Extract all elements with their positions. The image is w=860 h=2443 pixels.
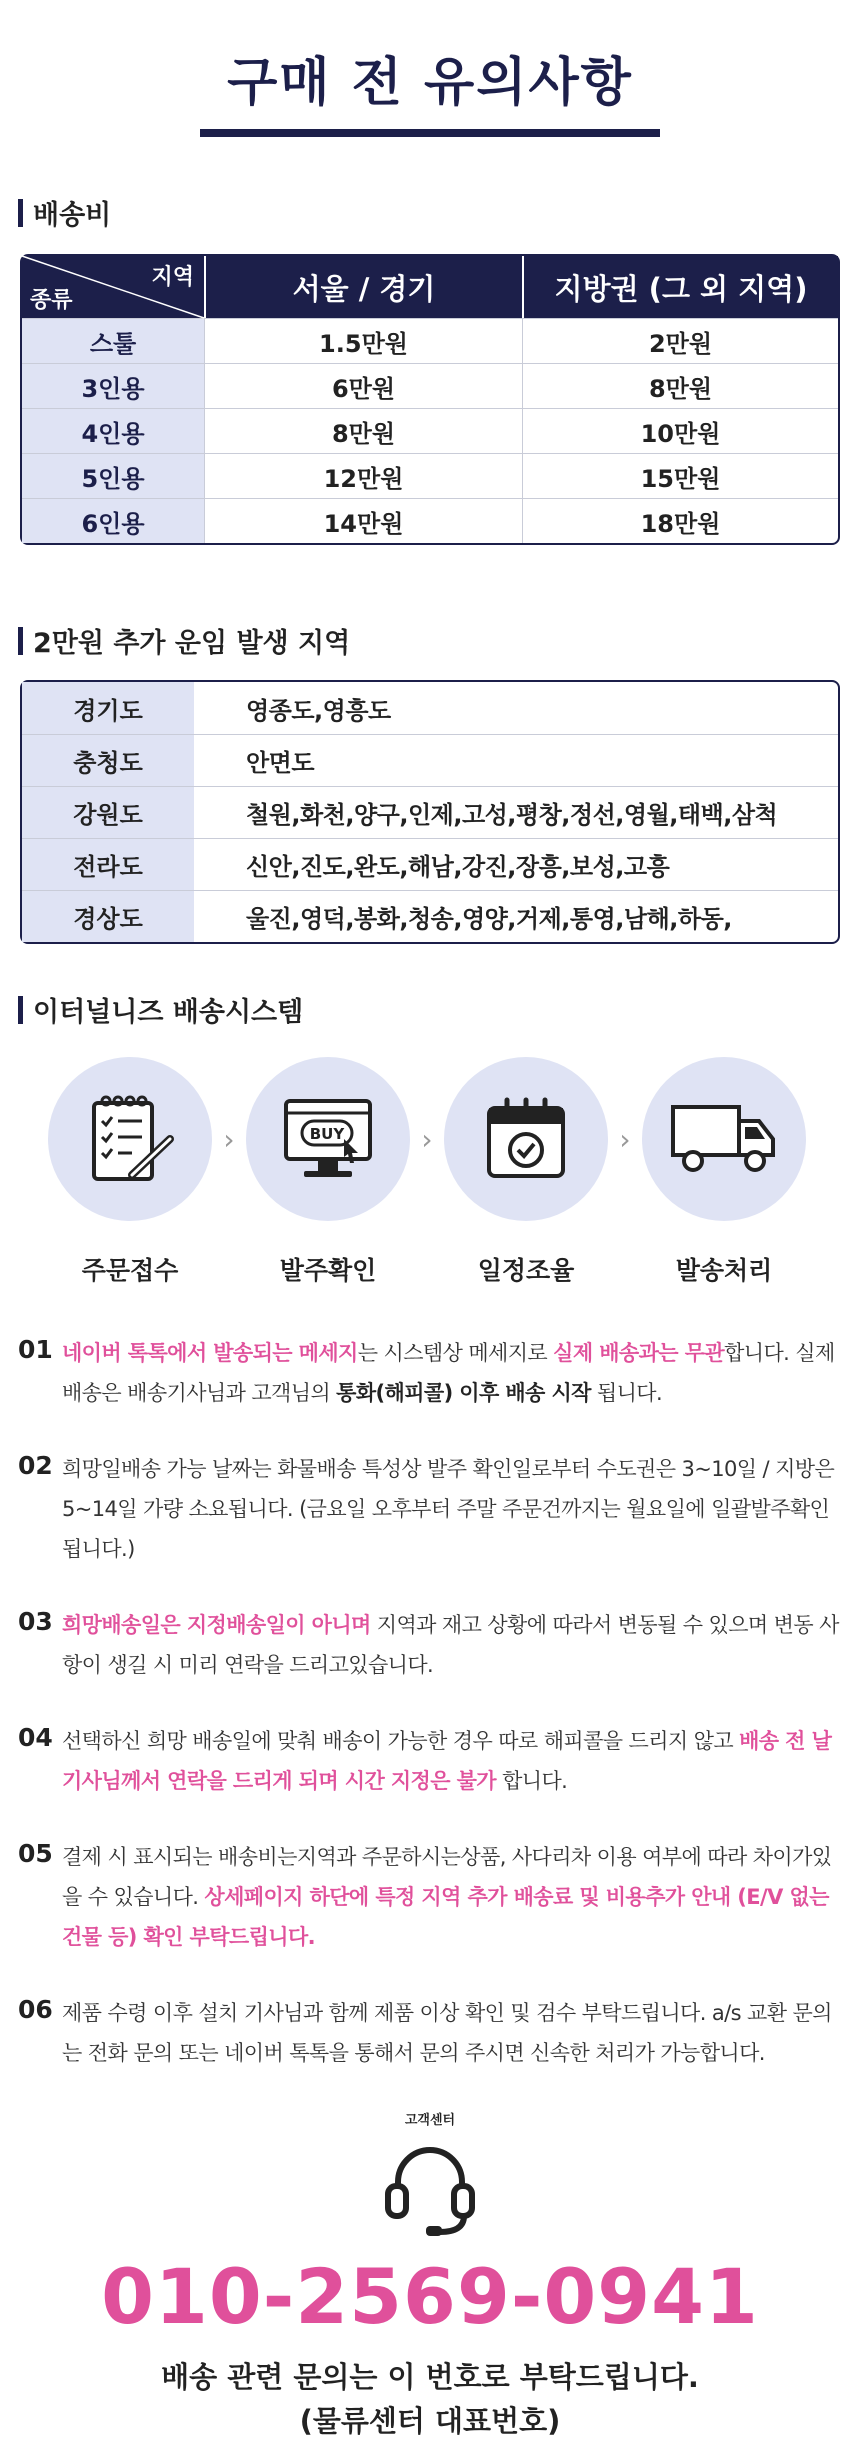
step-label: 일정조율: [477, 1256, 575, 1285]
surcharge-heading: [18, 621, 860, 660]
fee-capital: 6만원: [204, 363, 522, 408]
corner-type-label: 종류: [30, 288, 73, 313]
notice-number: 01: [18, 1335, 53, 1364]
area-list: 신안,진도,완도,해남,강진,장흥,보성,고흥: [194, 838, 838, 890]
notice-item: [18, 1605, 848, 1685]
fee-capital: 12만원: [204, 453, 522, 498]
notice-fragment: 는 시스템상 메세지로: [357, 1341, 554, 1365]
fee-local: 2만원: [522, 318, 838, 363]
fee-local: 18만원: [522, 498, 838, 543]
highlight-text: 상세페이지 하단에 특정 지역 추가 배송료 및 비용추가 안내 (E/V 없는 건물 등) 확인 부탁드립니다.: [62, 1885, 829, 1949]
system-heading-text: 이터널니즈 배송시스템: [33, 997, 304, 1028]
notice-number: 02: [18, 1451, 53, 1480]
clipboard-checklist-icon: [82, 1089, 178, 1189]
province: 경상도: [22, 890, 194, 942]
highlight-text: 네이버 톡톡에서 발송되는 메세지: [62, 1341, 358, 1365]
step-order-confirm: [246, 1057, 410, 1287]
chevron-right-icon: ›: [421, 1122, 433, 1156]
delivery-truck-icon: [669, 1099, 779, 1179]
fee-local: 15만원: [522, 453, 838, 498]
table-row: [22, 734, 838, 786]
notice-text: [62, 1449, 848, 1569]
area-list: 안면도: [194, 734, 838, 786]
step-label: 발주확인: [279, 1256, 377, 1285]
row-type: 6인용: [22, 498, 204, 543]
column-header-capital: 서울 / 경기: [204, 256, 522, 318]
heading-bar: [18, 627, 23, 655]
headset-icon: [380, 2136, 480, 2240]
notice-item: [18, 1449, 848, 1569]
contact-note-line1: 배송 관련 문의는 이 번호로 부탁드립니다.: [161, 2360, 699, 2394]
table-row: [22, 318, 838, 363]
notice-number: 05: [18, 1839, 53, 1868]
surcharge-region-table: [20, 680, 840, 944]
calendar-check-icon: [481, 1094, 571, 1184]
table-row: [22, 408, 838, 453]
row-type: 3인용: [22, 363, 204, 408]
step-dispatch: [642, 1057, 806, 1287]
buy-monitor-icon: [278, 1091, 378, 1187]
step-circle: [642, 1057, 806, 1221]
chevron-right-icon: ›: [223, 1122, 235, 1156]
row-type: 5인용: [22, 453, 204, 498]
fee-capital: 1.5만원: [204, 318, 522, 363]
column-header-local: 지방권 (그 외 지역): [522, 256, 838, 318]
corner-region-label: 지역: [151, 265, 194, 290]
fee-capital: 14만원: [204, 498, 522, 543]
table-row: [22, 838, 838, 890]
notice-text: [62, 1333, 848, 1413]
notice-text: [62, 1993, 848, 2073]
shipping-fee-table: [20, 254, 840, 545]
system-heading: [18, 990, 860, 1029]
province: 전라도: [22, 838, 194, 890]
shipping-heading-text: 배송비: [33, 200, 112, 231]
notice-fragment: 선택하신 희망 배송일에 맞춰 배송이 가능한 경우 따로 해피콜을 드리지 않고: [62, 1729, 740, 1753]
notice-fragment: 지역과 재고 상황에 따라서 변동될 수 있으며 변동 사항이 생길 시 미리 연락을 드리고있습니다.: [62, 1613, 839, 1677]
step-circle: [246, 1057, 410, 1221]
customer-center-caption: 고객센터: [404, 2113, 456, 2128]
surcharge-heading-text: 2만원 추가 운임 발생 지역: [33, 628, 351, 659]
step-label: 발송처리: [675, 1256, 773, 1285]
notice-fragment: 합니다.: [496, 1769, 568, 1793]
notice-text: [62, 1605, 848, 1685]
shipping-heading: [18, 193, 860, 232]
notice-fragment: 제품 수령 이후 설치 기사님과 함께 제품 이상 확인 및 검수 부탁드립니다. a/s 교환 문의는 전화 문의 또는 네이버 톡톡을 통해서 문의 주시면 신속한 처리가 가능합니다.: [62, 2001, 832, 2065]
highlight-text: 배송 전 날 기사님께서 연락을 드리게 되며 시간 지정은 불가: [62, 1729, 832, 1793]
notice-text: [62, 1837, 848, 1957]
notice-number: 04: [18, 1723, 53, 1752]
notice-fragment: 합니다. 실제 배송은 배송기사님과 고객님의: [62, 1341, 835, 1405]
delivery-process: [48, 1057, 860, 1287]
buy-text: BUY: [309, 1125, 345, 1143]
highlight-text: 희망배송일은 지정배송일이 아니며: [62, 1613, 371, 1637]
fee-capital: 8만원: [204, 408, 522, 453]
area-list: 울진,영덕,봉화,청송,영양,거제,통영,남해,하동,: [194, 890, 838, 942]
notice-item: [18, 1333, 848, 1413]
title-underline: [200, 129, 660, 137]
customer-center: [0, 2109, 860, 2443]
heading-bar: [18, 199, 23, 227]
notice-item: [18, 1837, 848, 1957]
notice-number: 06: [18, 1995, 53, 2024]
table-row: [22, 453, 838, 498]
province: 강원도: [22, 786, 194, 838]
step-order-received: [48, 1057, 212, 1287]
fee-local: 8만원: [522, 363, 838, 408]
table-row: [22, 786, 838, 838]
step-schedule: [444, 1057, 608, 1287]
row-type: 스툴: [22, 318, 204, 363]
table-corner-cell: [22, 256, 204, 318]
heading-bar: [18, 996, 23, 1024]
phone-number[interactable]: 010-2569-0941: [101, 2252, 759, 2341]
area-list: 영종도,영흥도: [246, 696, 391, 725]
fee-local: 10만원: [522, 408, 838, 453]
province: 충청도: [22, 734, 194, 786]
chevron-right-icon: ›: [619, 1122, 631, 1156]
notice-list: [18, 1333, 848, 2073]
step-circle: [48, 1057, 212, 1221]
row-type: 4인용: [22, 408, 204, 453]
table-row: [22, 682, 838, 734]
notice-item: [18, 1993, 848, 2073]
bold-text: 통화(해피콜) 이후 배송 시작: [336, 1381, 591, 1405]
page-title: 구매 전 유의사항: [227, 53, 633, 113]
area-list: 철원,화천,양구,인제,고성,평창,정선,영월,태백,삼척: [194, 786, 838, 838]
table-row: [22, 890, 838, 942]
notice-fragment: 됩니다.: [590, 1381, 663, 1405]
notice-item: [18, 1721, 848, 1801]
notice-text: [62, 1721, 848, 1801]
table-row: [22, 498, 838, 543]
step-label: 주문접수: [81, 1256, 179, 1285]
table-row: [22, 363, 838, 408]
step-circle: [444, 1057, 608, 1221]
notice-fragment: 결제 시 표시되는 배송비는지역과 주문하시는상품, 사다리차 이용 여부에 따라 차이가있을 수 있습니다.: [62, 1845, 832, 1909]
notice-number: 03: [18, 1607, 53, 1636]
highlight-text: 실제 배송과는 무관: [553, 1341, 725, 1365]
contact-note-line2: (물류센터 대표번호): [299, 2404, 561, 2438]
province: 경기도: [22, 682, 194, 734]
notice-fragment: 희망일배송 가능 날짜는 화물배송 특성상 발주 확인일로부터 수도권은 3~10일 / 지방은5~14일 가량 소요됩니다. (금요일 오후부터 주말 주문건까지는 월요일에 일괄발주확인됩니다.): [62, 1457, 835, 1561]
